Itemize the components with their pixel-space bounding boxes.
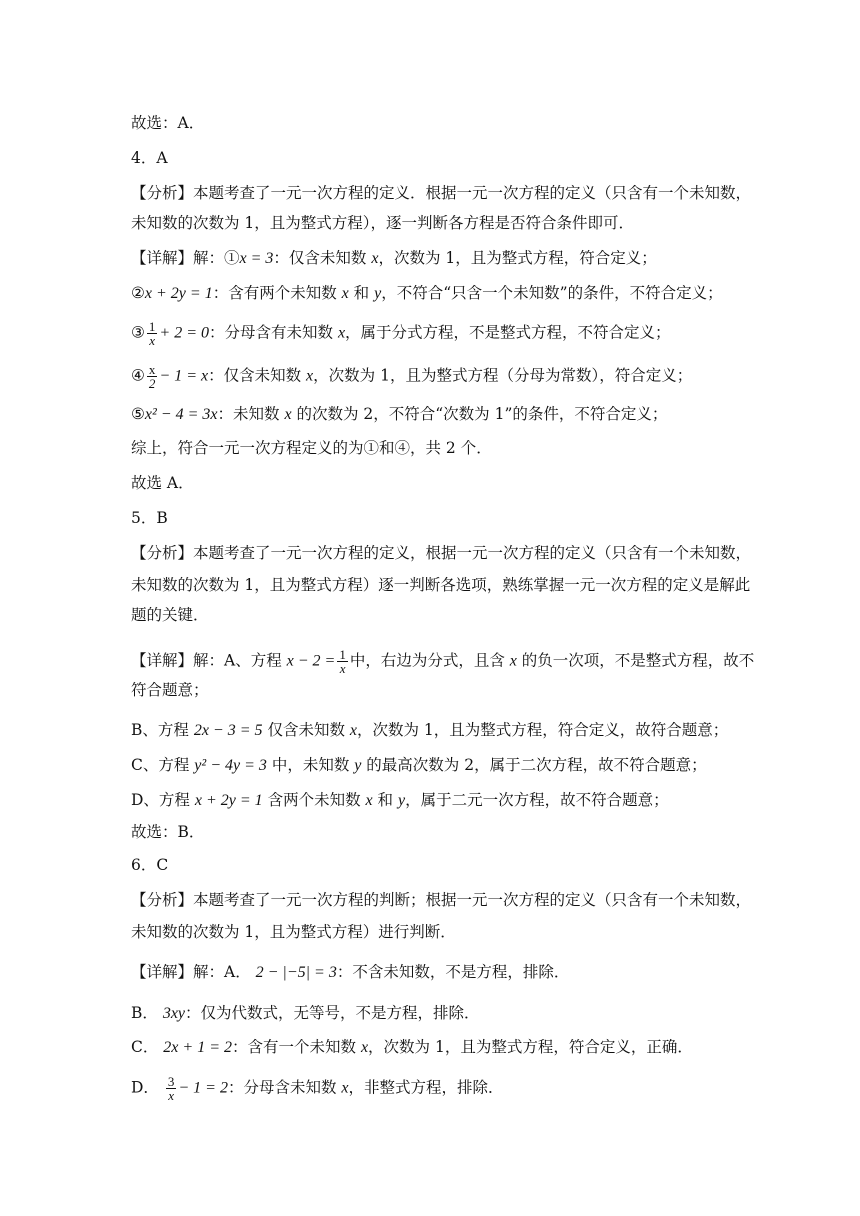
- math-expression: x + 2y = 1: [194, 792, 263, 809]
- text-segment: ：未知数: [217, 405, 285, 423]
- text-line: [131, 183, 751, 203]
- math-expression: x: [341, 285, 349, 302]
- text-segment: ，次数为 1，且为整式方程（分母为常数），符合定义；: [313, 366, 693, 385]
- fraction: [147, 363, 158, 390]
- math-expression: x + 2y = 1: [144, 285, 213, 302]
- text-segment: ②: [131, 284, 145, 302]
- text-line: [131, 922, 456, 942]
- text-segment: 【分析】本题考查了一元一次方程的定义．根据一元一次方程的定义（只含有一个未知数，: [131, 184, 752, 202]
- math-expression: x: [365, 792, 373, 809]
- text-segment: ：仅含未知数: [208, 366, 307, 385]
- text-segment: ：含有一个未知数: [232, 1038, 361, 1056]
- text-line: [131, 473, 194, 493]
- text-line: [131, 213, 634, 233]
- text-line: [131, 575, 750, 595]
- math-expression: y: [354, 757, 362, 774]
- text-line: [131, 1075, 504, 1102]
- text-line: [131, 605, 209, 625]
- text-segment: 未知数的次数为 1，且为整式方程），逐一判断各方程是否符合条件即可．: [131, 214, 635, 232]
- math-expression: 2x + 1 = 2: [163, 1039, 232, 1056]
- fraction-numerator: 1: [148, 319, 156, 334]
- math-expression: 2 − |−5| = 3: [255, 964, 337, 981]
- math-expression: x² − 4 = 3x: [144, 406, 218, 423]
- math-expression: x = 3: [239, 250, 274, 267]
- text-line: [131, 543, 751, 563]
- text-segment: 仅含未知数: [262, 721, 350, 739]
- fraction-denominator: 2: [148, 376, 156, 391]
- text-segment: ：仅为代数式，无等号，不是方程，排除．: [185, 1004, 480, 1022]
- math-expression: x − 2 =: [286, 652, 336, 670]
- text-segment: ，不符合“只含一个未知数”的条件，不符合定义；: [381, 284, 723, 302]
- text-line: [131, 148, 168, 168]
- text-segment: 【分析】本题考查了一元一次方程的判断；根据一元一次方程的定义（只含有一个未知数，: [131, 891, 752, 909]
- math-expression: x: [371, 250, 379, 267]
- text-segment: 综上，符合一元一次方程定义的为①和④，共 2 个．: [131, 439, 492, 457]
- text-line: [131, 720, 728, 741]
- text-segment: 4．A: [131, 149, 168, 167]
- fraction-numerator: 3: [167, 1074, 175, 1089]
- fraction-denominator: x: [168, 1088, 174, 1103]
- text-segment: 【详解】解：A、方程: [131, 651, 287, 670]
- math-expression: x: [284, 406, 292, 423]
- text-segment: 符合题意；: [131, 681, 209, 699]
- math-expression: y: [374, 285, 382, 302]
- fraction-denominator: x: [149, 333, 156, 348]
- text-segment: ④: [131, 366, 145, 385]
- text-segment: 故选 A．: [131, 474, 194, 492]
- text-line: [131, 680, 209, 700]
- math-expression: + 2 = 0: [159, 324, 209, 342]
- text-line: [131, 363, 692, 390]
- fraction-numerator: x: [148, 362, 156, 377]
- text-segment: 未知数的次数为 1，且为整式方程）逐一判断各选项，熟练掌握一元一次方程的定义是解此: [131, 576, 751, 594]
- text-segment: C、方程: [131, 756, 195, 774]
- text-line: [131, 790, 669, 811]
- text-segment: ，属于二元一次方程，故不符合题意；: [405, 791, 669, 809]
- math-expression: y² − 4y = 3: [194, 757, 267, 774]
- text-line: [131, 755, 707, 776]
- text-segment: 的负一次项，不是整式方程，故不: [516, 651, 755, 670]
- fraction-numerator: 1: [339, 647, 346, 662]
- text-line: [131, 648, 754, 675]
- math-expression: x: [360, 1039, 369, 1056]
- fraction: [337, 648, 348, 675]
- fraction: [147, 320, 158, 347]
- text-segment: ，次数为 1，且为整式方程，符合定义，故符合题意；: [357, 721, 729, 739]
- text-segment: ：分母含有未知数: [209, 323, 338, 342]
- text-segment: ⑤: [131, 405, 145, 423]
- fraction: [166, 1075, 177, 1102]
- text-segment: D、方程: [131, 791, 195, 809]
- text-line: [131, 1037, 693, 1058]
- text-segment: ，次数为 1，且为整式方程，符合定义，正确．: [368, 1038, 693, 1056]
- math-expression: x: [349, 722, 357, 739]
- text-segment: B、方程: [131, 721, 194, 739]
- text-segment: 【详解】解：A．: [131, 963, 256, 981]
- math-expression: 2x − 3 = 5: [193, 722, 263, 739]
- text-line: [131, 248, 657, 269]
- text-line: [131, 404, 667, 425]
- text-line: [131, 320, 671, 347]
- text-segment: C．: [131, 1038, 164, 1056]
- math-expression: x: [337, 324, 346, 342]
- math-expression: x: [509, 652, 517, 670]
- text-segment: ：含有两个未知数: [212, 284, 342, 302]
- text-segment: 含两个未知数: [262, 791, 366, 809]
- text-segment: 和: [348, 284, 375, 302]
- text-segment: 故选：B．: [131, 823, 205, 841]
- text-segment: 题的关键．: [131, 606, 209, 624]
- text-segment: 【详解】解：①: [131, 249, 240, 267]
- text-segment: 【分析】本题考查了一元一次方程的定义，根据一元一次方程的定义（只含有一个未知数，: [131, 544, 752, 562]
- text-line: [131, 113, 204, 133]
- text-segment: D．: [131, 1078, 164, 1097]
- text-segment: ：不含未知数，不是方程，排除．: [336, 963, 570, 981]
- text-segment: ：分母含未知数: [227, 1078, 342, 1097]
- text-segment: 6．C: [131, 856, 169, 874]
- text-segment: ③: [131, 323, 145, 342]
- text-line: [131, 822, 204, 842]
- text-line: [131, 855, 168, 875]
- text-line: [131, 890, 751, 910]
- text-line: [131, 1003, 480, 1024]
- text-segment: 中，右边为分式，且含: [349, 651, 510, 670]
- text-segment: 中，未知数: [266, 756, 355, 774]
- text-line: [131, 962, 569, 983]
- text-line: [131, 438, 492, 458]
- text-segment: 未知数的次数为 1，且为整式方程）进行判断．: [131, 923, 456, 941]
- text-segment: ，属于分式方程，不是整式方程，不符合定义；: [345, 323, 671, 342]
- text-segment: B．: [131, 1004, 163, 1022]
- math-expression: x: [306, 367, 314, 385]
- math-expression: 3xy: [162, 1005, 186, 1022]
- text-segment: ：仅含未知数: [273, 249, 372, 267]
- text-segment: 的次数为 2，不符合“次数为 1”的条件，不符合定义；: [291, 405, 668, 423]
- text-segment: 故选：A．: [131, 114, 205, 132]
- text-segment: ，次数为 1，且为整式方程，符合定义；: [378, 249, 657, 267]
- text-segment: 5．B: [131, 509, 168, 527]
- math-expression: y: [397, 792, 406, 809]
- math-expression: − 1 = x: [159, 367, 209, 385]
- text-segment: 和: [372, 791, 398, 809]
- math-expression: x: [341, 1079, 349, 1097]
- text-segment: 的最高次数为 2，属于二次方程，故不符合题意；: [361, 756, 707, 774]
- text-segment: ，非整式方程，排除．: [348, 1078, 504, 1097]
- fraction-denominator: x: [339, 661, 346, 676]
- text-line: [131, 283, 723, 304]
- text-line: [131, 508, 168, 528]
- math-expression: − 1 = 2: [178, 1079, 228, 1097]
